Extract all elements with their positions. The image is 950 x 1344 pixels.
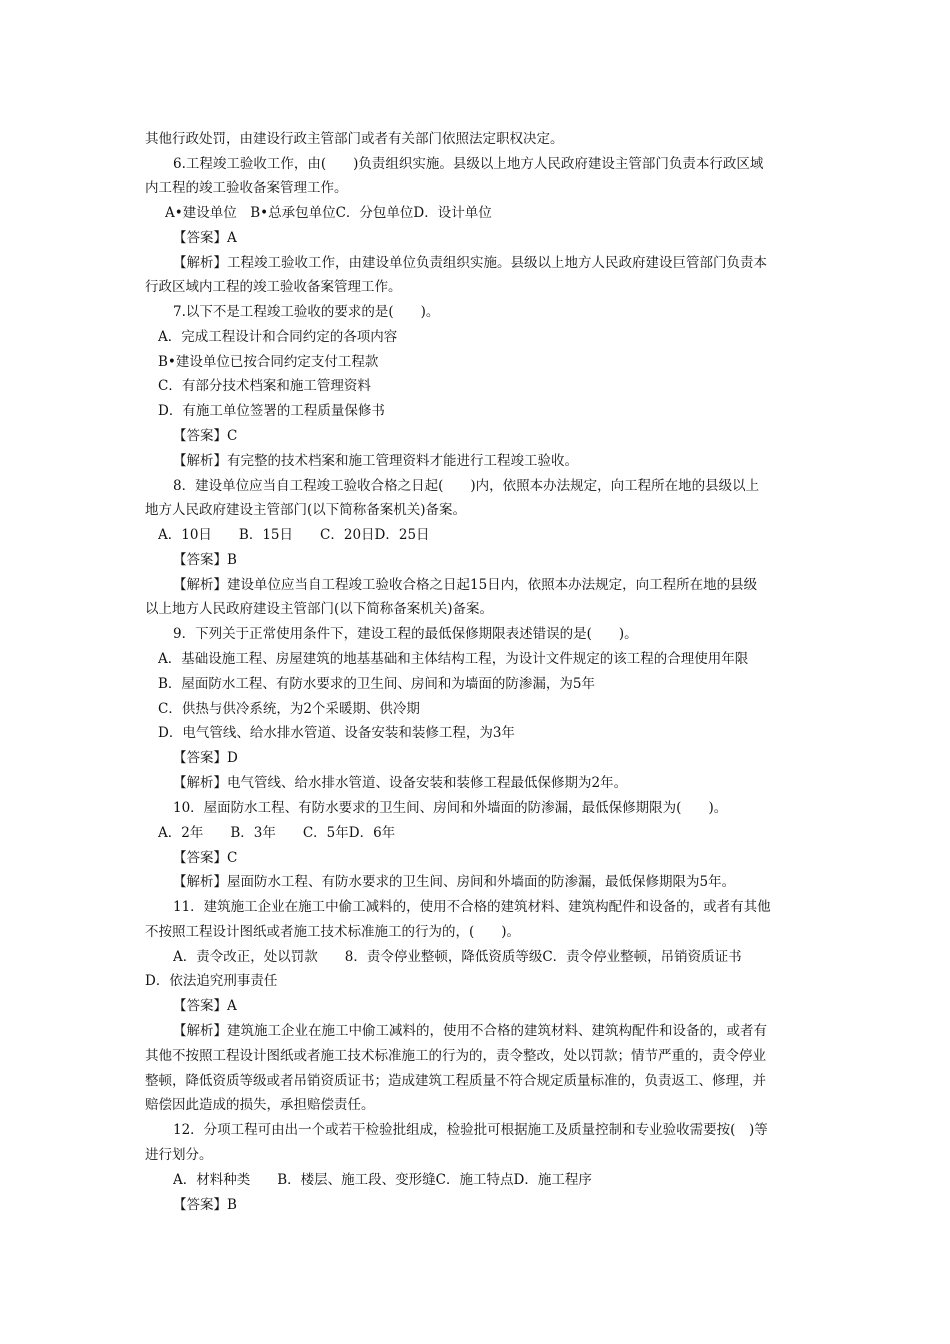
answer-line: 【答案】A: [173, 230, 237, 246]
option-line: B•建设单位已按合同约定支付工程款: [158, 354, 379, 370]
explanation-line: 【解析】工程竣工验收工作，由建设单位负责组织实施。县级以上地方人民政府建设巨管部门负责本: [173, 255, 767, 271]
answer-line: 【答案】D: [173, 750, 238, 766]
question-8-stem: 8．建设单位应当自工程竣工验收合格之日起( )内，依照本办法规定，向工程所在地的县级以上: [173, 478, 760, 494]
option-line: D．依法追究刑事责任: [145, 973, 278, 989]
question-11-options: A．责令改正，处以罚款 8．责令停业整顿，降低资质等级C．责令停业整顿，吊销资质证书: [173, 949, 742, 965]
text-line: 地方人民政府建设主管部门(以下简称备案机关)备案。: [145, 502, 467, 518]
answer-line: 【答案】C: [173, 428, 238, 444]
question-7-stem: 7.以下不是工程竣工验收的要求的是( )。: [173, 304, 440, 320]
text-line: 其他行政处罚，由建设行政主管部门或者有关部门依照法定职权决定。: [145, 131, 564, 147]
text-line: 其他不按照工程设计图纸或者施工技术标准施工的行为的，责令整改，处以罚款；情节严重的，责令停业: [145, 1048, 766, 1064]
answer-line: 【答案】A: [173, 998, 237, 1014]
question-6-options: A•建设单位 B•总承包单位C．分包单位D．设计单位: [165, 205, 492, 221]
question-12-options: A．材料种类 B．楼层、施工段、变形缝C．施工特点D．施工程序: [173, 1172, 592, 1188]
text-line: 内工程的竣工验收备案管理工作。: [145, 180, 348, 196]
option-line: C．有部分技术档案和施工管理资料: [158, 378, 371, 394]
text-line: 进行划分。: [145, 1147, 213, 1163]
option-line: D．电气管线、给水排水管道、设备安装和装修工程，为3年: [158, 725, 515, 741]
text-line: 整顿，降低资质等级或者吊销资质证书；造成建筑工程质量不符合规定质量标准的，负责返工、修理，并: [145, 1073, 766, 1089]
answer-line: 【答案】B: [173, 1197, 237, 1213]
option-line: C．供热与供冷系统，为2个采暖期、供冷期: [158, 701, 420, 717]
explanation-line: 【解析】建筑施工企业在施工中偷工减料的，使用不合格的建筑材料、建筑构配件和设备的，或者有: [173, 1023, 767, 1039]
question-10-stem: 10．屋面防水工程、有防水要求的卫生间、房间和外墙面的防渗漏，最低保修期限为( )。: [173, 800, 728, 816]
text-line: 赔偿因此造成的损失，承担赔偿责任。: [145, 1097, 375, 1113]
answer-line: 【答案】B: [173, 552, 237, 568]
text-line: 行政区域内工程的竣工验收备案管理工作。: [145, 279, 402, 295]
explanation-line: 【解析】屋面防水工程、有防水要求的卫生间、房间和外墙面的防渗漏，最低保修期限为5年。: [173, 874, 736, 890]
option-line: B．屋面防水工程、有防水要求的卫生间、房间和为墙面的防渗漏，为5年: [158, 676, 596, 692]
question-12-stem: 12．分项工程可由出一个或若干检验批组成，检验批可根据施工及质量控制和专业验收需要按( )等: [173, 1122, 768, 1138]
question-9-stem: 9．下列关于正常使用条件下，建设工程的最低保修期限表述错误的是( )。: [173, 626, 638, 642]
explanation-line: 【解析】有完整的技术档案和施工管理资料才能进行工程竣工验收。: [173, 453, 578, 469]
explanation-line: 【解析】建设单位应当自工程竣工验收合格之日起15日内，依照本办法规定，向工程所在地的县级: [173, 577, 758, 593]
text-line: 以上地方人民政府建设主管部门(以下简称备案机关)备案。: [145, 601, 494, 617]
question-8-options: A．10日 B．15日 C．20日D．25日: [158, 527, 430, 543]
text-line: 不按照工程设计图纸或者施工技术标准施工的行为的，( )。: [145, 924, 521, 940]
question-11-stem: 11．建筑施工企业在施工中偷工减料的，使用不合格的建筑材料、建筑构配件和设备的，或者有其他: [173, 899, 771, 915]
question-6-stem: 6.工程竣工验收工作，由( )负责组织实施。县级以上地方人民政府建设主管部门负责本行政区域: [173, 156, 764, 172]
option-line: D．有施工单位签署的工程质量保修书: [158, 403, 385, 419]
explanation-line: 【解析】电气管线、给水排水管道、设备安装和装修工程最低保修期为2年。: [173, 775, 628, 791]
answer-line: 【答案】C: [173, 850, 238, 866]
option-line: A．基础设施工程、房屋建筑的地基基础和主体结构工程，为设计文件规定的该工程的合理使用年限: [158, 651, 749, 667]
option-line: A．完成工程设计和合同约定的各项内容: [158, 329, 398, 345]
question-10-options: A．2年 B．3年 C．5年D．6年: [158, 825, 396, 841]
